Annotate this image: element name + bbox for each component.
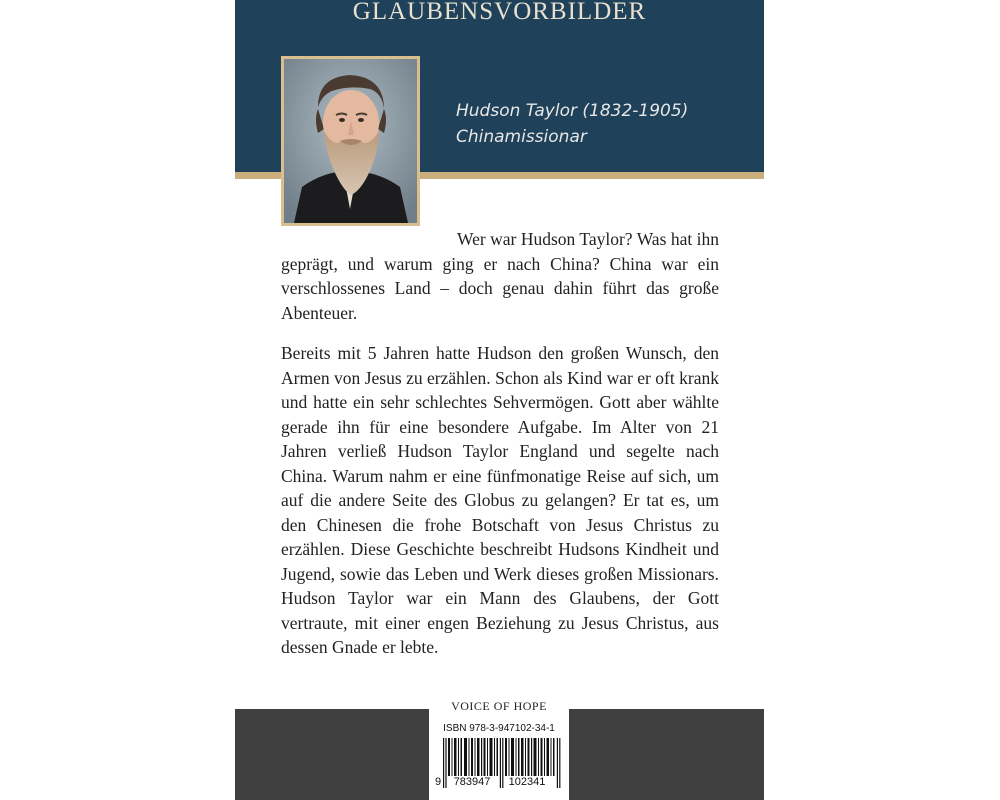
intro-paragraph: Wer war Hudson Taylor? Was hat ihn geprägt, und warum ging er nach China? China war ein verschlossenes Land – doch genau dahin führt das große Abenteuer. bbox=[281, 229, 719, 323]
isbn-label: ISBN 978-3-947102-34-1 bbox=[443, 723, 555, 734]
barcode-digits-right: 102341 bbox=[504, 776, 550, 788]
subject-role: Chinamissionar bbox=[456, 127, 587, 147]
barcode-area bbox=[429, 720, 569, 800]
portrait-frame bbox=[281, 56, 420, 226]
description-paragraph: Bereits mit 5 Jahren hatte Hudson den großen Wunsch, den Armen von Jesus zu erzählen. Schon als Kind war er oft krank und hatte ein sehr schlechtes Sehvermögen. Gott aber wählte gerade ihn für eine besondere Aufgabe. Im Alter von 21 Jahren verließ Hudson Taylor England und segelte nach China. Warum nahm er eine fünfmonatige Reise auf sich, um auf die andere Seite des Globus zu gelangen? Er tat es, um den Chinesen die frohe Botschaft von Jesus Christus zu erzählen. Diese Geschichte beschreibt Hudsons Kindheit und Jugend, sowie das Leben und Werk dieses großen Missionars. Hudson Taylor war ein Mann des Glaubens, der Gott vertraute, mit einer engen Beziehung zu Jesus Christus, aus dessen Gnade er lebte. bbox=[281, 343, 719, 657]
portrait-image bbox=[284, 59, 417, 223]
publisher-name: VOICE OF HOPE bbox=[451, 699, 547, 713]
barcode-digits-left: 783947 bbox=[449, 776, 495, 788]
footer-block-right bbox=[569, 709, 764, 800]
book-back-cover bbox=[235, 0, 764, 800]
footer-block-left bbox=[235, 709, 429, 800]
barcode-lead-digit: 9 bbox=[435, 776, 442, 788]
subject-caption bbox=[456, 98, 688, 150]
series-title: GLAUBENSVORBILDER bbox=[352, 0, 647, 25]
subject-name: Hudson Taylor (1832-1905) bbox=[456, 101, 689, 121]
